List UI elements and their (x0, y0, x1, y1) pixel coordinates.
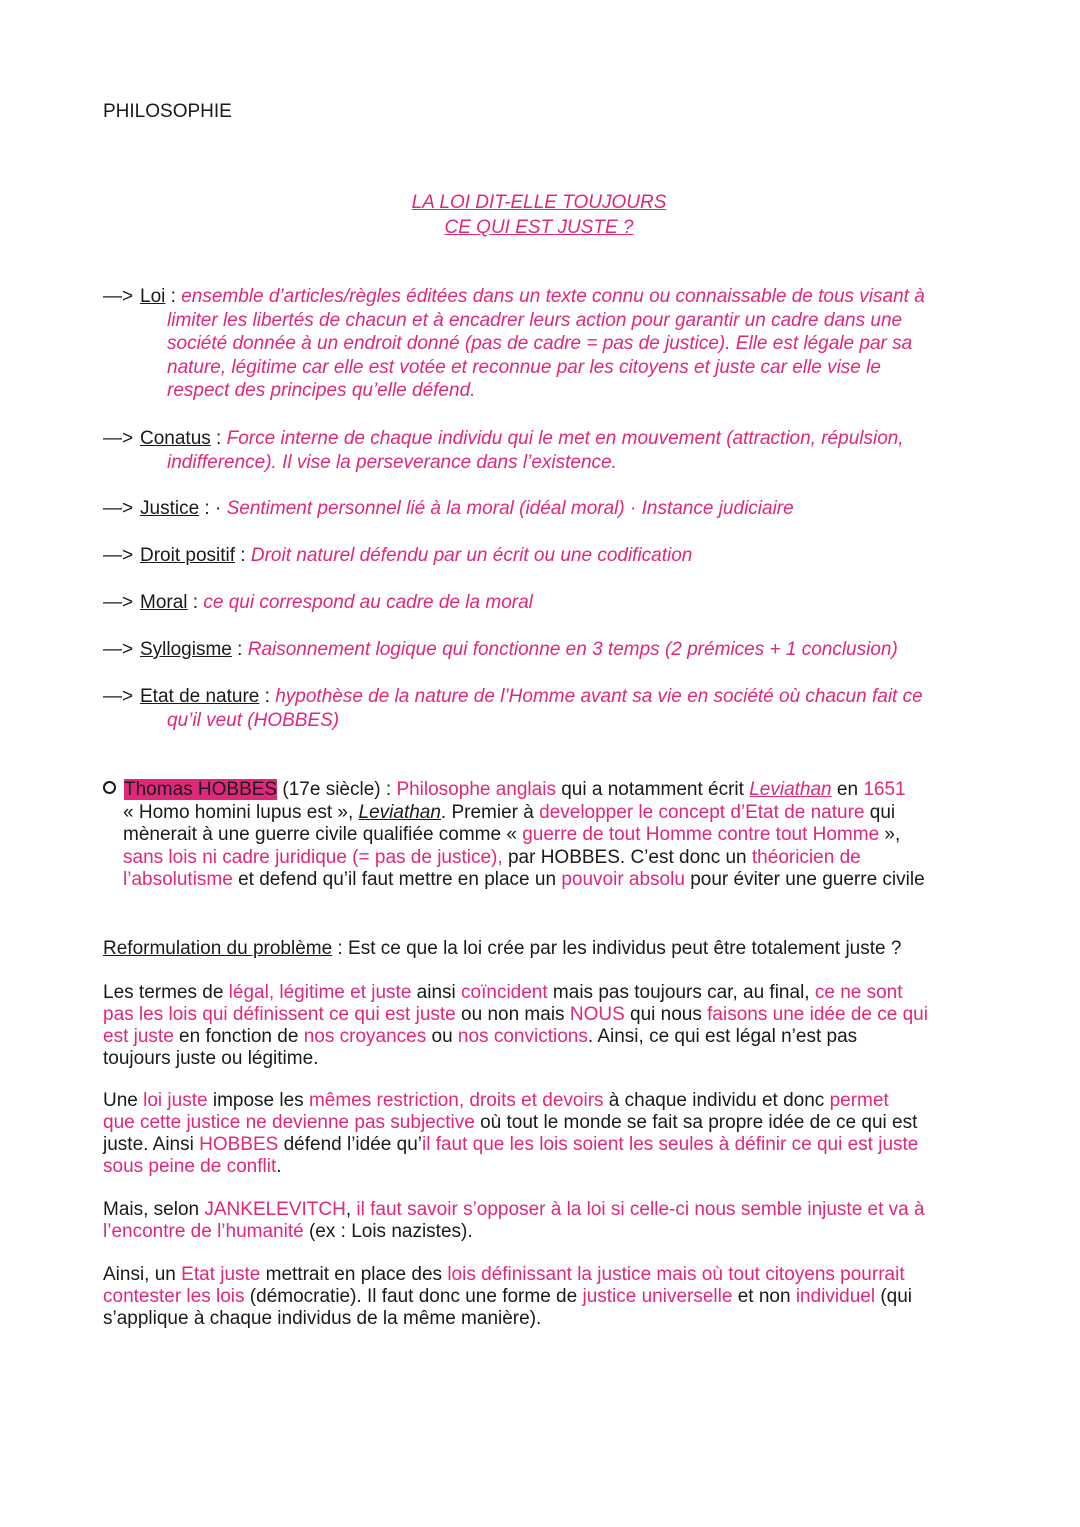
arrow-icon: —> (103, 592, 134, 613)
definition-justice (103, 497, 983, 521)
term: Droit positif (140, 545, 236, 566)
text: mêmes restriction, droits et devoirs (308, 1090, 604, 1111)
text: , (345, 1199, 357, 1220)
text: théoricien de (751, 846, 861, 868)
text: mais pas toujours car, au final, (547, 982, 815, 1003)
text: Leviathan (358, 801, 441, 823)
definition-text: Droit naturel défendu par un écrit ou une codification (250, 545, 693, 566)
text: justice universelle (582, 1286, 733, 1307)
text: et non (732, 1286, 796, 1307)
bullet-circle-icon (103, 781, 116, 794)
text: HOBBES (199, 1134, 279, 1155)
definition-loi (103, 285, 983, 403)
hobbes-name: Thomas HOBBES (124, 779, 278, 800)
text: loi juste (143, 1090, 208, 1111)
definition-text: nature, légitime car elle est votée et reconnue par les citoyens et juste car elle vise le (167, 356, 881, 378)
text: qui (864, 801, 896, 823)
text: l’absolutisme (123, 869, 233, 890)
definition-text: limiter les libertés de chacun et à encadrer leurs action pour garantir un cadre dans une (167, 309, 903, 331)
text: developper le concept d’Etat de nature (539, 801, 865, 823)
text: nos croyances (303, 1026, 427, 1047)
separator: : (235, 545, 251, 566)
text: Philosophe anglais (396, 779, 556, 800)
text: ainsi (411, 982, 462, 1003)
text: JANKELEVITCH (204, 1199, 346, 1220)
separator: : (187, 592, 204, 613)
term: Etat de nature (140, 686, 260, 707)
text: et defend qu’il faut mettre en place un (232, 869, 562, 890)
separator: : (259, 686, 276, 707)
term: Moral (140, 592, 188, 613)
text: Les termes de (103, 982, 229, 1003)
text: juste. Ainsi (103, 1134, 200, 1155)
separator: : (231, 639, 248, 660)
page-header: PHILOSOPHIE (103, 101, 232, 122)
text: coïncident (461, 982, 548, 1003)
paragraph-1 (103, 982, 983, 1070)
text: mènerait à une guerre civile qualifiée comme « (123, 824, 523, 845)
text: par HOBBES. C’est donc un (502, 846, 752, 868)
text: individuel (795, 1286, 876, 1307)
definition-conatus (103, 427, 983, 474)
text: en fonction de (173, 1026, 304, 1047)
definition-text: indifference). Il vise la perseverance dans l’existence. (167, 451, 617, 473)
text: sous peine de conflit (103, 1156, 277, 1177)
text: il faut savoir s’opposer à la loi si celle-ci nous semble injuste et va à (356, 1199, 925, 1220)
definition-text: ce qui correspond au cadre de la moral (203, 592, 533, 613)
arrow-icon: —> (103, 686, 134, 707)
definition-etat-de-nature (103, 685, 983, 732)
text: NOUS (569, 1004, 625, 1025)
arrow-icon: —> (103, 639, 134, 660)
definition-text: qu’il veut (HOBBES) (167, 709, 340, 731)
separator: : · (199, 498, 227, 519)
title-line-2: CE QUI EST JUSTE ? (444, 217, 634, 238)
text: ou non mais (455, 1004, 570, 1025)
text: que cette justice ne devienne pas subjective (103, 1112, 475, 1133)
text: nos convictions (457, 1026, 588, 1047)
text: . Premier à (440, 801, 540, 823)
text: Ainsi, un (103, 1264, 182, 1285)
separator: : (165, 286, 182, 307)
definition-text: ensemble d’articles/règles éditées dans un texte connu ou connaissable de tous visant à (181, 286, 925, 307)
text: est juste (103, 1026, 174, 1047)
reformulation-text: : Est ce que la loi crée par les individus peut être totalement juste ? (332, 938, 902, 959)
text: guerre de tout Homme contre tout Homme (522, 824, 880, 845)
text: Une (103, 1090, 144, 1111)
arrow-icon: —> (103, 428, 134, 449)
arrow-icon: —> (103, 545, 134, 566)
text: Mais, selon (103, 1199, 205, 1220)
text: Etat juste (181, 1264, 261, 1285)
definition-text: respect des principes qu’elle défend. (167, 380, 476, 401)
text: pas les lois qui définissent ce qui est juste (103, 1004, 456, 1025)
hobbes-bullet (103, 779, 1003, 892)
text: impose les (207, 1090, 309, 1111)
term: Conatus (140, 428, 211, 449)
definition-text: hypothèse de la nature de l’Homme avant sa vie en société où chacun fait ce (275, 686, 923, 707)
paragraph-3 (103, 1199, 983, 1243)
definition-syllogisme (103, 638, 983, 662)
text: il faut que les lois soient les seules à définir ce qui est juste (421, 1134, 919, 1155)
text: contester les lois (103, 1286, 245, 1307)
text: . (276, 1156, 282, 1177)
text: sans lois ni cadre juridique (= pas de justice), (123, 846, 503, 868)
page-title (0, 190, 1080, 240)
text: permet (829, 1090, 889, 1111)
text: en (831, 779, 864, 800)
text: s’applique à chaque individus de la même manière). (103, 1308, 542, 1329)
term: Syllogisme (140, 639, 232, 660)
text: (qui (875, 1286, 913, 1307)
separator: : (210, 428, 227, 449)
reformulation (103, 938, 983, 960)
text: (17e siècle) : (277, 779, 397, 800)
definition-text: Sentiment personnel lié à la moral (idéal moral) · Instance judiciaire (226, 498, 794, 519)
text: ce ne sont (814, 982, 903, 1003)
text: . Ainsi, ce qui est légal n’est pas (587, 1026, 858, 1047)
title-line-1: LA LOI DIT-ELLE TOUJOURS (411, 192, 667, 213)
arrow-icon: —> (103, 286, 134, 307)
definition-text: société donnée à un endroit donné (pas de cadre = pas de justice). Elle est légale par sa (167, 333, 913, 354)
text: où tout le monde se fait sa propre idée de ce qui est (474, 1112, 918, 1133)
paragraph-2 (103, 1090, 983, 1178)
definition-droit-positif (103, 544, 983, 568)
text: qui a notamment écrit (555, 779, 750, 800)
paragraph-4 (103, 1264, 983, 1330)
text: faisons une idée de ce qui (707, 1004, 928, 1025)
text: qui nous (624, 1004, 708, 1025)
text: lois définissant la justice mais où tout citoyens pourrait (447, 1264, 905, 1285)
text: à chaque individu et donc (603, 1090, 830, 1111)
text: mettrait en place des (260, 1264, 448, 1285)
text: ou (426, 1026, 458, 1047)
text: Leviathan (749, 779, 832, 800)
text: défend l’idée qu’ (278, 1134, 422, 1155)
text: pour éviter une guerre civile (684, 869, 925, 890)
text: pouvoir absolu (561, 869, 685, 890)
text: légal, légitime et juste (228, 982, 412, 1003)
arrow-icon: —> (103, 498, 134, 519)
text: (démocratie). Il faut donc une forme de (244, 1286, 583, 1307)
text: toujours juste ou légitime. (103, 1048, 319, 1069)
text: », (879, 824, 901, 845)
text: (ex : Lois nazistes). (303, 1221, 473, 1242)
definition-text: Force interne de chaque individu qui le met en mouvement (attraction, répulsion, (226, 428, 904, 449)
reformulation-label: Reformulation du problème (103, 938, 333, 959)
text: 1651 (863, 779, 906, 800)
text: l’encontre de l’humanité (103, 1221, 304, 1242)
definition-moral (103, 591, 983, 615)
text: « Homo homini lupus est », (123, 801, 359, 823)
term: Loi (140, 286, 166, 307)
definition-text: Raisonnement logique qui fonctionne en 3 temps (2 prémices + 1 conclusion) (247, 639, 898, 660)
term: Justice (140, 498, 200, 519)
